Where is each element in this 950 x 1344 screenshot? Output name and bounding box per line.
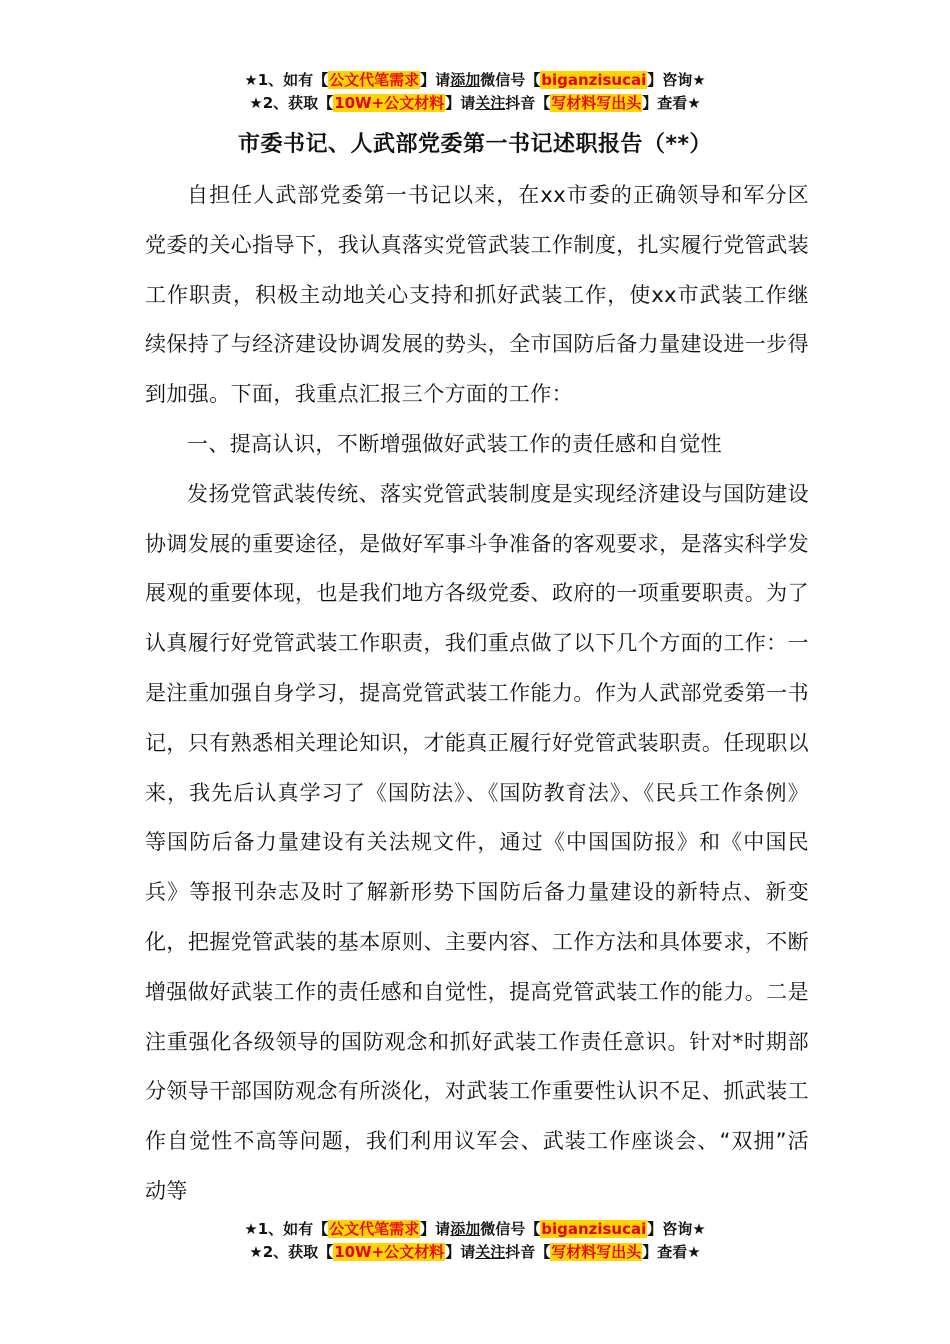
top-banner (0, 69, 950, 115)
banner-douyin-id: 写材料写出头 (551, 1243, 642, 1261)
banner-wechat-id: biganzisucai (541, 71, 647, 89)
banner-line-1: ★1、如有【公文代笔需求】请添加微信号【biganzisucai】咨询★ (244, 1220, 706, 1238)
document-title: 市委书记、人武部党委第一书记述职报告（**） (237, 132, 712, 157)
banner-line-2: ★2、获取【10W+公文材料】请关注抖音【写材料写出头】查看★ (249, 94, 701, 112)
banner-line-2: ★2、获取【10W+公文材料】请关注抖音【写材料写出头】查看★ (249, 1243, 701, 1261)
banner-highlight: 10W+公文材料 (334, 1243, 445, 1261)
paragraph-section-1: 发扬党管武装传统、落实党管武装制度是实现经济建设与国防建设协调发展的重要途径，是做好军事斗争准备的客观要求，是落实科学发展观的重要体现，也是我们地方各级党委、政府的一项重要职责。为了认真履行好党管武装工作职责，我们重点做了以下几个方面的工作：一是注重加强自身学习，提高党管武装工作能力。作为人武部党委第一书记，只有熟悉相关理论知识，才能真正履行好党管武装职责。任现职以来，我先后认真学习了《国防法》、《国防教育法》、《民兵工作条例》等国防后备力量建设有关法规文件，通过《中国国防报》和《中国民兵》等报刊杂志及时了解新形势下国防后备力量建设的新特点、新变化，把握党管武装的基本原则、主要内容、工作方法和具体要求，不断增强做好武装工作的责任感和自觉性，提高党管武装工作的能力。二是注重强化各级领导的国防观念和抓好武装工作责任意识。针对*时期部分领导干部国防观念有所淡化，对武装工作重要性认识不足、抓武装工作自觉性不高等问题，我们利用议军会、武装工作座谈会、“双拥”活动等 (145, 481, 809, 1203)
banner-line-1: ★1、如有【公文代笔需求】请添加微信号【biganzisucai】咨询★ (244, 71, 706, 89)
banner-highlight: 公文代笔需求 (329, 71, 420, 89)
banner-douyin-id: 写材料写出头 (551, 94, 642, 112)
section-heading-1: 一、提高认识，不断增强做好武装工作的责任感和自觉性 (187, 431, 722, 456)
banner-wechat-id: biganzisucai (541, 1220, 647, 1238)
bottom-banner (0, 1218, 950, 1264)
document-body (145, 171, 809, 1217)
paragraph-intro: 自担任人武部党委第一书记以来，在xx市委的正确领导和军分区党委的关心指导下，我认真落实党管武装工作制度，扎实履行党管武装工作职责，积极主动地关心支持和抓好武装工作，使xx市武装工作继续保持了与经济建设协调发展的势头，全市国防后备力量建设进一步得到加强。下面，我重点汇报三个方面的工作： (145, 183, 809, 407)
banner-highlight: 10W+公文材料 (334, 94, 445, 112)
banner-highlight: 公文代笔需求 (329, 1220, 420, 1238)
